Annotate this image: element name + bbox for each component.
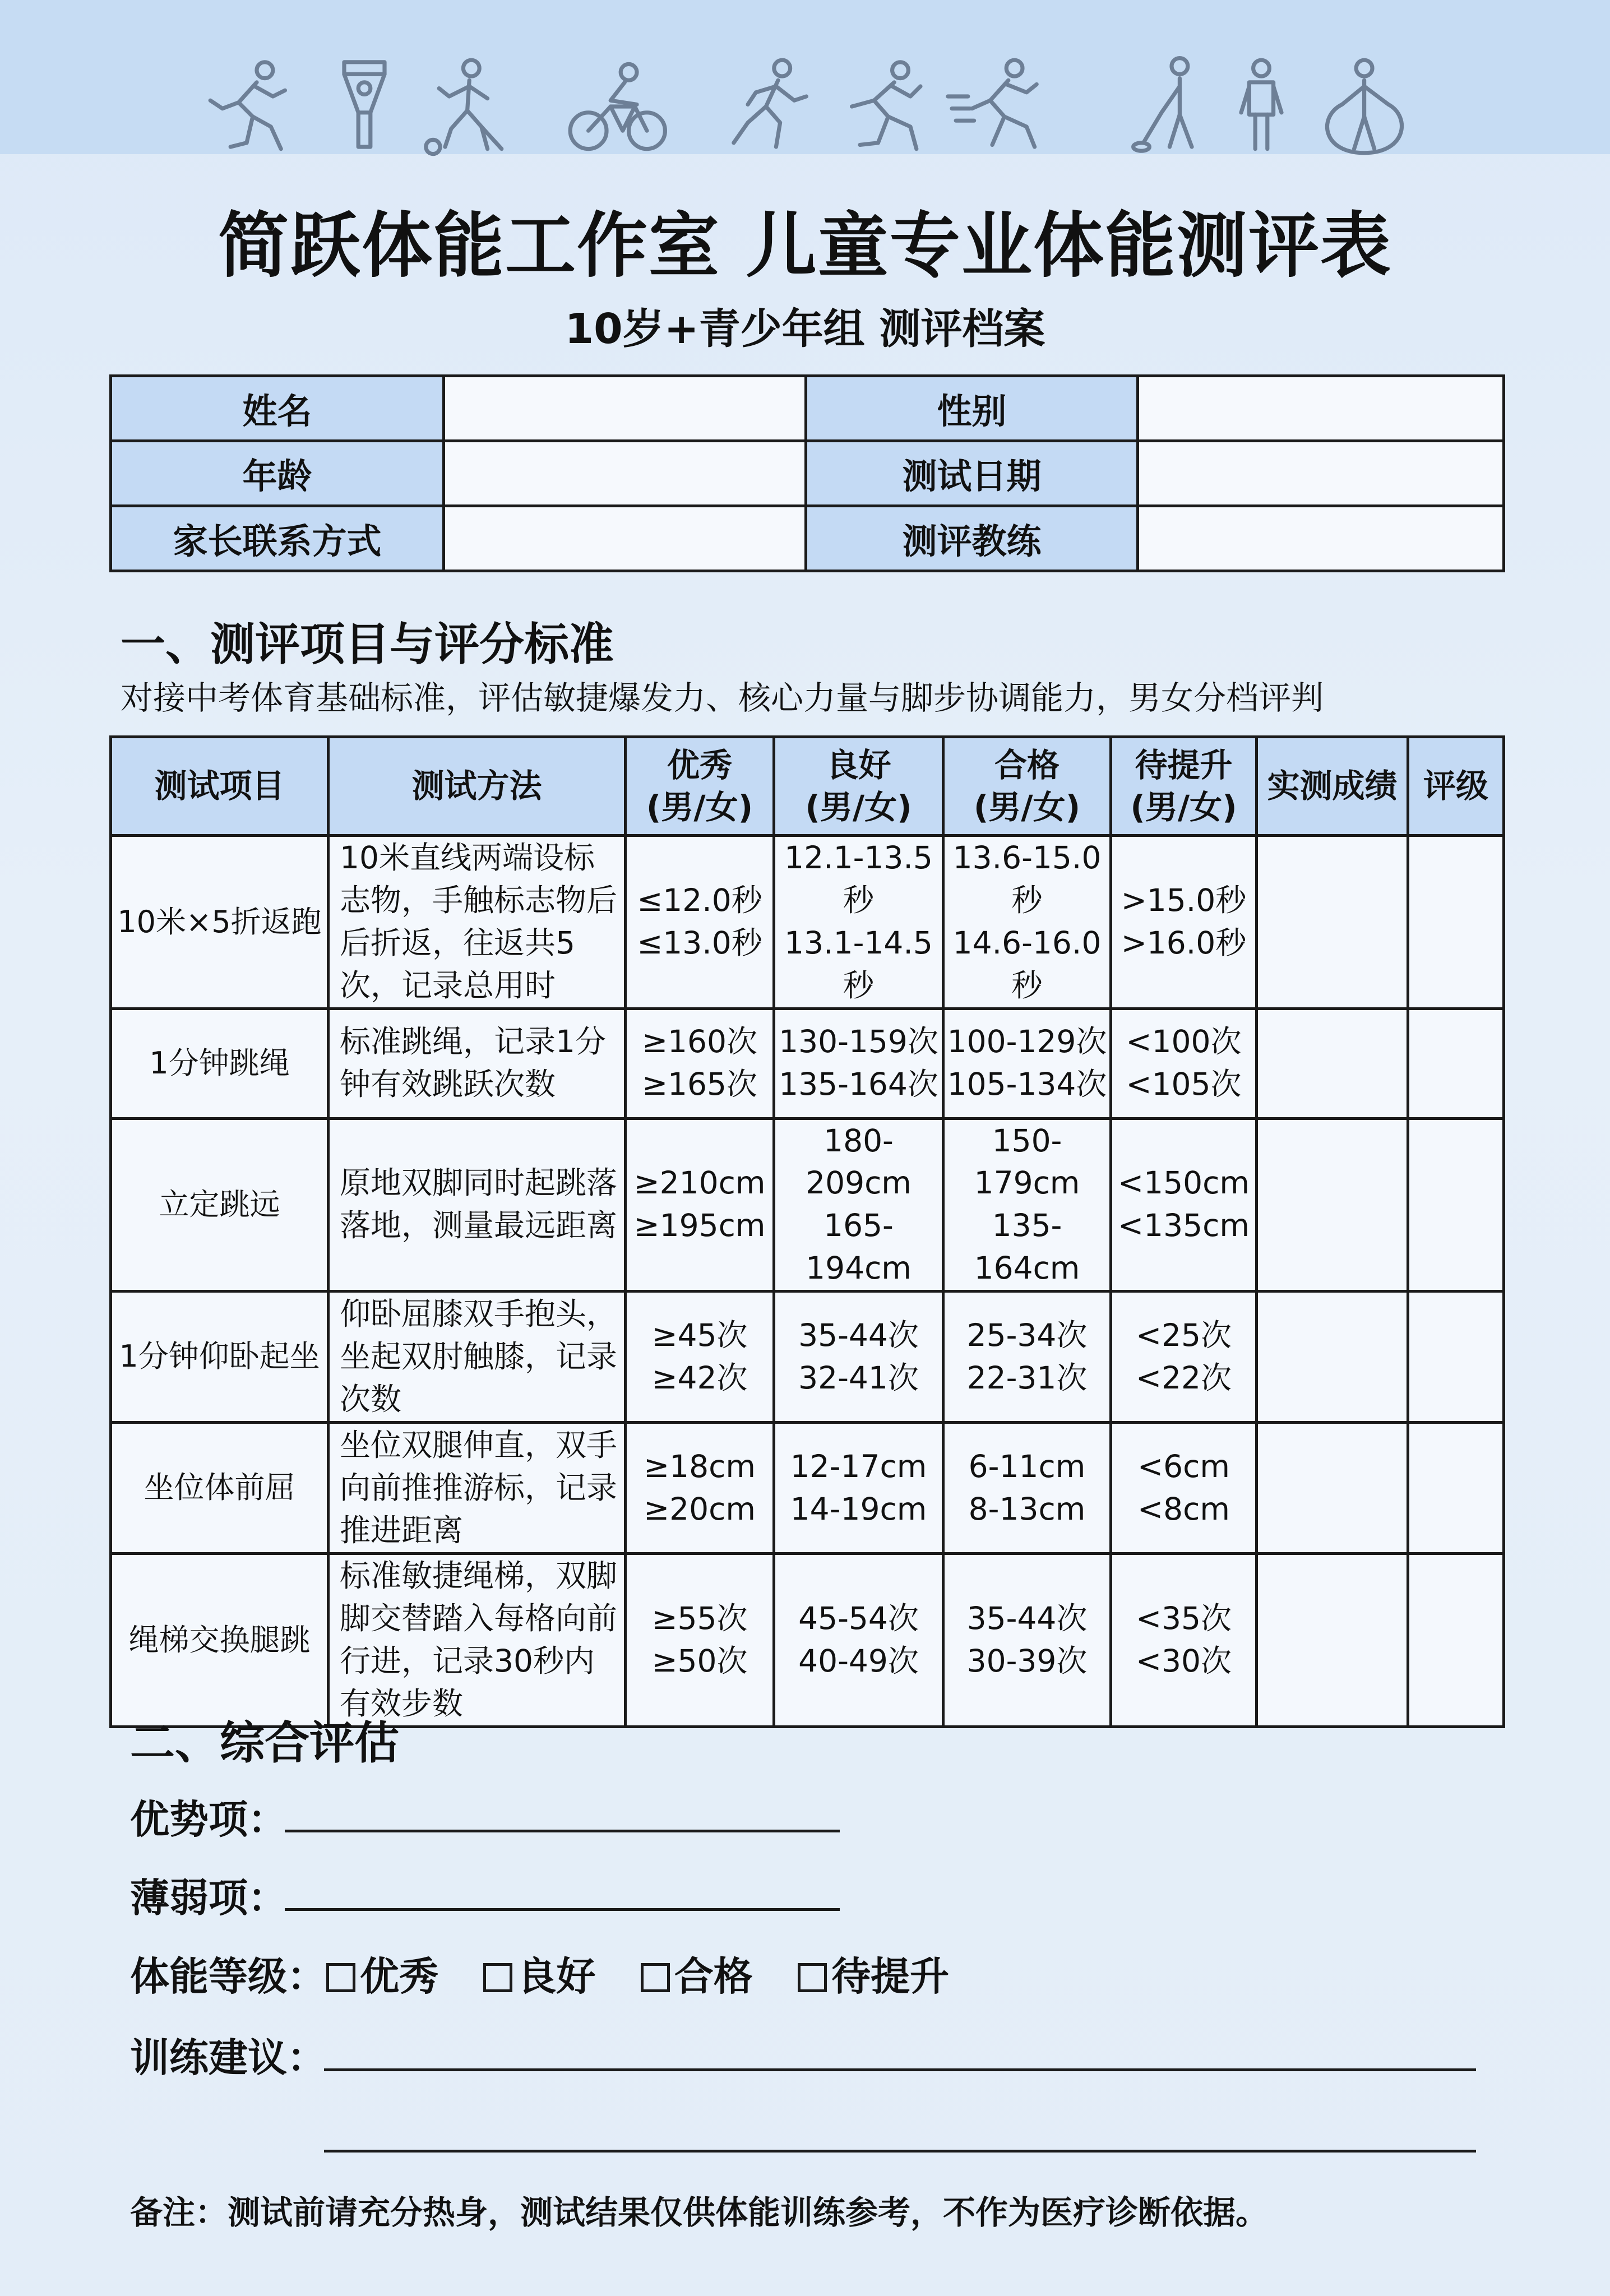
weakness-label: 薄弱项： (130, 1875, 287, 1921)
actual-result-cell[interactable] (1257, 1554, 1408, 1727)
actual-result-cell[interactable] (1257, 1292, 1408, 1423)
checkbox-icon[interactable] (483, 1963, 512, 1992)
strength-input-line[interactable] (285, 1830, 840, 1832)
grade-cell[interactable] (1408, 1292, 1504, 1423)
option-label: 合格 (674, 1954, 753, 1999)
checkbox-icon[interactable] (326, 1963, 355, 1992)
section1-title: 一、测评项目与评分标准 (121, 618, 614, 670)
gender-label: 性别 (806, 376, 1138, 441)
test-method: 仰卧屈膝双手抱头，坐起双肘触膝，记录次数 (329, 1292, 626, 1423)
grade-cell[interactable] (1408, 836, 1504, 1009)
test-date-label: 测试日期 (806, 441, 1138, 506)
weakness-input-line[interactable] (285, 1908, 840, 1911)
pass-standard: 6-11cm 8-13cm (943, 1423, 1111, 1554)
student-info-table (109, 374, 1505, 572)
actual-result-cell[interactable] (1257, 836, 1408, 1009)
pass-standard: 25-34次 22-31次 (943, 1292, 1111, 1423)
test-method: 标准跳绳，记录1分钟有效跳跃次数 (329, 1008, 626, 1118)
pass-standard: 150-179cm 135-164cm (943, 1118, 1111, 1292)
parent-contact-label: 家长联系方式 (111, 506, 444, 571)
checkbox-icon[interactable] (641, 1963, 670, 1992)
option-label: 优秀 (360, 1954, 438, 1999)
section2-title: 二、综合评估 (130, 1717, 399, 1769)
scoring-standards-table (109, 735, 1505, 1728)
excellent-standard: ≥18cm ≥20cm (626, 1423, 774, 1554)
improve-standard: <150cm <135cm (1111, 1118, 1257, 1292)
page-title: 简跃体能工作室 儿童专业体能测评表 (218, 205, 1392, 287)
golfer-icon (1121, 53, 1222, 160)
runner-icon (718, 53, 818, 160)
test-item: 坐位体前屈 (111, 1423, 329, 1554)
good-standard: 35-44次 32-41次 (774, 1292, 943, 1423)
test-method: 标准敏捷绳梯，双脚脚交替踏入每格向前行进，记录30秒内有效步数 (329, 1554, 626, 1727)
advice-input-line[interactable] (324, 2068, 1476, 2071)
level-label: 体能等级： (130, 1954, 326, 1999)
header-improve: 待提升 (男/女) (1111, 737, 1257, 836)
table-row (111, 1292, 1504, 1423)
option-label: 良好 (517, 1954, 596, 1999)
excellent-standard: ≥55次 ≥50次 (626, 1554, 774, 1727)
page-subtitle: 10岁+青少年组 测评档案 (565, 305, 1045, 353)
improve-standard: <6cm <8cm (1111, 1423, 1257, 1554)
advice-label: 训练建议： (130, 2035, 326, 2081)
footer-note: 备注：测试前请充分热身，测试结果仅供体能训练参考，不作为医疗诊断依据。 (130, 2193, 1269, 2232)
test-item: 1分钟仰卧起坐 (111, 1292, 329, 1423)
info-row (111, 376, 1504, 441)
excellent-standard: ≥160次 ≥165次 (626, 1008, 774, 1118)
info-row (111, 441, 1504, 506)
grade-cell[interactable] (1408, 1008, 1504, 1118)
grade-cell[interactable] (1408, 1118, 1504, 1292)
strength-label: 优势项： (130, 1797, 287, 1843)
header-grade: 评级 (1408, 737, 1504, 836)
header-test-method: 测试方法 (329, 737, 626, 836)
improve-standard: <100次 <105次 (1111, 1008, 1257, 1118)
pass-standard: 100-129次 105-134次 (943, 1008, 1111, 1118)
football-player-icon (415, 53, 516, 160)
actual-result-cell[interactable] (1257, 1423, 1408, 1554)
name-field[interactable] (444, 376, 806, 441)
name-label: 姓名 (111, 376, 444, 441)
actual-result-cell[interactable] (1257, 1008, 1408, 1118)
test-date-field[interactable] (1138, 441, 1504, 506)
test-item: 立定跳远 (111, 1118, 329, 1292)
header-excellent: 优秀 (男/女) (626, 737, 774, 836)
good-standard: 12.1-13.5秒 13.1-14.5秒 (774, 836, 943, 1009)
level-option-good[interactable] (483, 1945, 595, 2002)
excellent-standard: ≤12.0秒 ≤13.0秒 (626, 836, 774, 1009)
good-standard: 12-17cm 14-19cm (774, 1423, 943, 1554)
improve-standard: >15.0秒 >16.0秒 (1111, 836, 1257, 1009)
cyclist-icon (566, 53, 667, 160)
age-field[interactable] (444, 441, 806, 506)
test-method: 原地双脚同时起跳落落地，测量最远距离 (329, 1118, 626, 1292)
pass-standard: 13.6-15.0秒 14.6-16.0秒 (943, 836, 1111, 1009)
parent-contact-field[interactable] (444, 506, 806, 571)
test-method: 坐位双腿伸直，双手向前推推游标，记录推进距离 (329, 1423, 626, 1554)
level-option-pass[interactable] (641, 1945, 753, 2002)
header-test-item: 测试项目 (111, 737, 329, 836)
level-options (326, 1945, 980, 2002)
gender-field[interactable] (1138, 376, 1504, 441)
test-item: 10米×5折返跑 (111, 836, 329, 1009)
checkbox-icon[interactable] (798, 1963, 827, 1992)
advice-input-line-2[interactable] (324, 2150, 1476, 2152)
pass-standard: 35-44次 30-39次 (943, 1554, 1111, 1727)
standing-figure-icon (1211, 53, 1312, 160)
table-header-row (111, 737, 1504, 836)
header-pass: 合格 (男/女) (943, 737, 1111, 836)
header-good: 良好 (男/女) (774, 737, 943, 836)
dashing-runner-icon (942, 53, 1043, 160)
table-row (111, 1118, 1504, 1292)
test-item: 绳梯交换腿跳 (111, 1554, 329, 1727)
info-row (111, 506, 1504, 571)
grade-cell[interactable] (1408, 1554, 1504, 1727)
level-option-excellent[interactable] (326, 1945, 438, 2002)
sprinter-icon (196, 53, 297, 160)
age-label: 年龄 (111, 441, 444, 506)
table-row (111, 1008, 1504, 1118)
improve-standard: <35次 <30次 (1111, 1554, 1257, 1727)
trophy-icon (314, 53, 415, 160)
table-row (111, 1554, 1504, 1727)
jump-rope-icon (1312, 53, 1413, 160)
level-option-improve[interactable] (798, 1945, 949, 2002)
header-actual-result: 实测成绩 (1257, 737, 1408, 836)
excellent-standard: ≥210cm ≥195cm (626, 1118, 774, 1292)
test-method: 10米直线两端设标志物，手触标志物后后折返，往返共5次，记录总用时 (329, 836, 626, 1009)
sport-icons-row (0, 53, 1610, 160)
sprinter-icon (830, 53, 931, 160)
good-standard: 130-159次 135-164次 (774, 1008, 943, 1118)
good-standard: 180-209cm 165-194cm (774, 1118, 943, 1292)
coach-label: 测评教练 (806, 506, 1138, 571)
improve-standard: <25次 <22次 (1111, 1292, 1257, 1423)
coach-field[interactable] (1138, 506, 1504, 571)
option-label: 待提升 (831, 1954, 950, 1999)
table-row (111, 1423, 1504, 1554)
good-standard: 45-54次 40-49次 (774, 1554, 943, 1727)
section1-description: 对接中考体育基础标准，评估敏捷爆发力、核心力量与脚步协调能力，男女分档评判 (121, 679, 1324, 717)
table-row (111, 836, 1504, 1009)
test-item: 1分钟跳绳 (111, 1008, 329, 1118)
actual-result-cell[interactable] (1257, 1118, 1408, 1292)
grade-cell[interactable] (1408, 1423, 1504, 1554)
excellent-standard: ≥45次 ≥42次 (626, 1292, 774, 1423)
